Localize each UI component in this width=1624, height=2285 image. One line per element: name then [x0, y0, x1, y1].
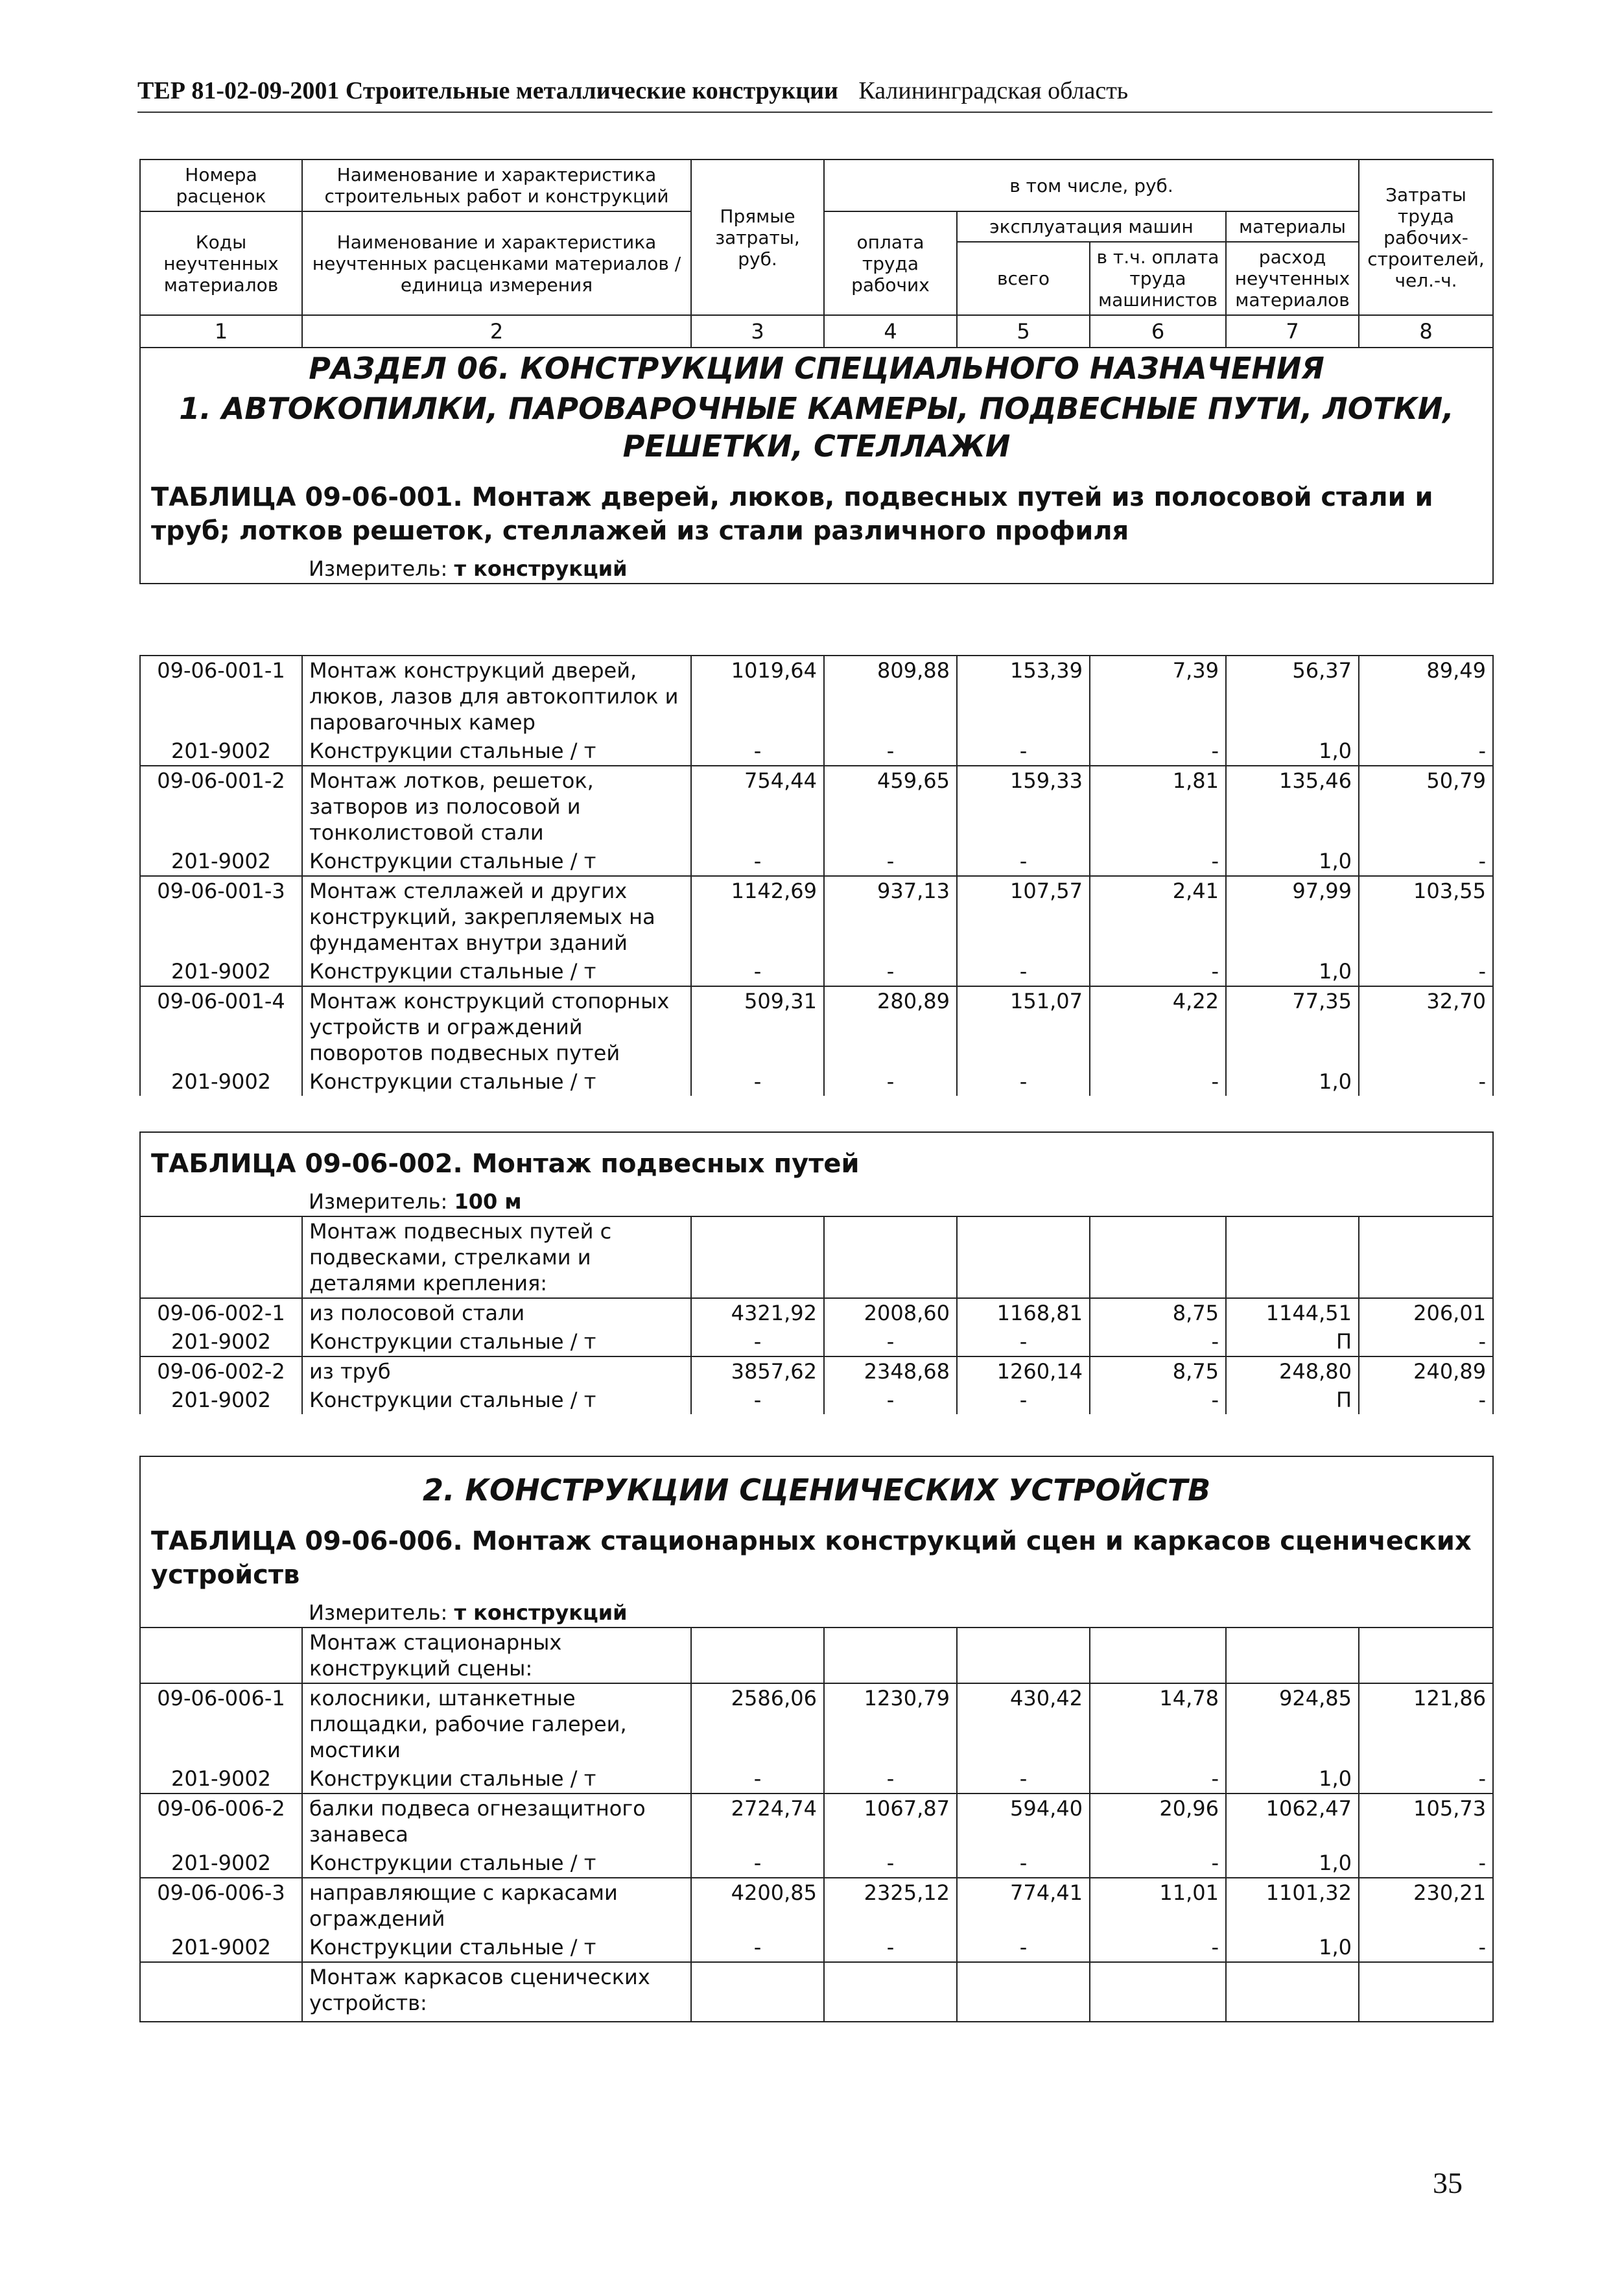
materials: 97,99 — [1226, 876, 1359, 957]
material-machine-labor: - — [1090, 1849, 1226, 1878]
materials: 135,46 — [1226, 766, 1359, 847]
intro-006: Монтаж стационарных конструкций сцены: — [302, 1628, 691, 1683]
material-machine: - — [957, 1849, 1090, 1878]
table-title-006: ТАБЛИЦА 09-06-006. Монтаж стационарных конструкций сцен и каркасов сценических устройств — [140, 1510, 1493, 1594]
measure-001 — [302, 551, 1493, 584]
direct-costs: 4200,85 — [691, 1878, 824, 1933]
col-labor-hours: Затраты труда рабочих-строителей, чел.-ч. — [1359, 160, 1493, 315]
material-machine-labor: - — [1090, 1067, 1226, 1096]
table-row — [140, 1298, 1493, 1327]
col-labor-pay: оплата труда рабочих — [824, 211, 957, 315]
rate-code: 09-06-002-2 — [140, 1356, 302, 1386]
col-material-codes: Коды неучтенных материалов — [140, 211, 302, 315]
material-direct: - — [691, 1327, 824, 1356]
table-row — [140, 876, 1493, 957]
machine-labor: 11,01 — [1090, 1878, 1226, 1933]
machine-total: 159,33 — [957, 766, 1090, 847]
machine-labor: 7,39 — [1090, 656, 1226, 737]
machine-total: 430,42 — [957, 1683, 1090, 1764]
measure-label: Измеритель: — [309, 1189, 454, 1214]
table-title-002: ТАБЛИЦА 09-06-002. Монтаж подвесных путей — [140, 1132, 1493, 1183]
rate-name: Монтаж лотков, решеток, затворов из полосовой и тонколистовой стали — [302, 766, 691, 847]
material-machine-labor: - — [1090, 1764, 1226, 1794]
subsection-row — [140, 1456, 1493, 1510]
material-name: Конструкции стальные / т — [302, 1933, 691, 1962]
materials: 77,35 — [1226, 986, 1359, 1067]
rate-code: 09-06-002-1 — [140, 1298, 302, 1327]
material-machine-labor: - — [1090, 847, 1226, 876]
machine-total: 153,39 — [957, 656, 1090, 737]
material-labor: - — [824, 737, 957, 766]
col-materials-use: расход неучтенных материалов — [1226, 242, 1359, 315]
table-title-001: ТАБЛИЦА 09-06-001. Монтаж дверей, люков, подвесных путей из полосовой стали и труб; лотков решеток, стеллажей из стали различного профиля — [140, 466, 1493, 551]
material-machine: - — [957, 1386, 1090, 1414]
labor-pay: 937,13 — [824, 876, 957, 957]
materials: 1062,47 — [1226, 1794, 1359, 1849]
subsection-title-2: 2. КОНСТРУКЦИИ СЦЕНИЧЕСКИХ УСТРОЙСТВ — [140, 1456, 1493, 1510]
material-hours: - — [1359, 847, 1493, 876]
labor-hours: 32,70 — [1359, 986, 1493, 1067]
col-machine-ops: эксплуатация машин — [957, 211, 1226, 242]
materials: 924,85 — [1226, 1683, 1359, 1764]
material-row — [140, 1849, 1493, 1878]
material-direct: - — [691, 1933, 824, 1962]
rate-code: 09-06-006-1 — [140, 1683, 302, 1764]
intro-row — [140, 1216, 1493, 1298]
material-row — [140, 1067, 1493, 1096]
machine-labor: 2,41 — [1090, 876, 1226, 957]
material-labor: - — [824, 1327, 957, 1356]
material-hours: - — [1359, 1386, 1493, 1414]
material-use: 1,0 — [1226, 957, 1359, 986]
rate-code: 09-06-006-2 — [140, 1794, 302, 1849]
material-code: 201-9002 — [140, 737, 302, 766]
subsection-title-1: 1. АВТОКОПИЛКИ, ПАРОВАРОЧНЫЕ КАМЕРЫ, ПОДВЕСНЫЕ ПУТИ, ЛОТКИ, РЕШЕТКИ, СТЕЛЛАЖИ — [140, 388, 1493, 466]
col-work-name: Наименование и характеристика строительных работ и конструкций — [302, 160, 691, 211]
col-direct-costs: Прямые затраты, руб. — [691, 160, 824, 315]
table-row — [140, 1878, 1493, 1933]
machine-labor: 14,78 — [1090, 1683, 1226, 1764]
material-direct: - — [691, 847, 824, 876]
materials: 56,37 — [1226, 656, 1359, 737]
material-name: Конструкции стальные / т — [302, 847, 691, 876]
subsection-row — [140, 388, 1493, 466]
labor-pay: 1230,79 — [824, 1683, 957, 1764]
rate-name: Монтаж конструкций дверей, люков, лазов для автокоптилок и паровarочных камер — [302, 656, 691, 737]
material-direct: - — [691, 737, 824, 766]
rate-code: 09-06-001-2 — [140, 766, 302, 847]
labor-pay: 809,88 — [824, 656, 957, 737]
col-including: в том числе, руб. — [824, 160, 1359, 211]
labor-hours: 105,73 — [1359, 1794, 1493, 1849]
material-row — [140, 1327, 1493, 1356]
material-labor: - — [824, 1933, 957, 1962]
column-numbers-row — [140, 315, 1493, 348]
material-labor: - — [824, 1849, 957, 1878]
table-row — [140, 766, 1493, 847]
material-use: 1,0 — [1226, 1849, 1359, 1878]
materials: 248,80 — [1226, 1356, 1359, 1386]
measure-label: Измеритель: — [309, 556, 454, 581]
material-name: Конструкции стальные / т — [302, 1386, 691, 1414]
material-code: 201-9002 — [140, 1764, 302, 1794]
direct-costs: 4321,92 — [691, 1298, 824, 1327]
col-num: 8 — [1359, 315, 1493, 348]
material-machine: - — [957, 847, 1090, 876]
machine-total: 107,57 — [957, 876, 1090, 957]
material-machine-labor: - — [1090, 1386, 1226, 1414]
material-name: Конструкции стальные / т — [302, 737, 691, 766]
material-labor: - — [824, 1764, 957, 1794]
document-code: ТЕР 81-02-09-2001 — [137, 77, 340, 104]
page-number: 35 — [1433, 2166, 1463, 2199]
col-materials: материалы — [1226, 211, 1359, 242]
rate-name: Монтаж конструкций стопорных устройств и ограждений поворотов подвесных путей — [302, 986, 691, 1067]
material-direct: - — [691, 1849, 824, 1878]
material-row — [140, 1386, 1493, 1414]
rate-name: Монтаж стеллажей и других конструкций, закрепляемых на фундаментах внутри зданий — [302, 876, 691, 957]
measure-value: т конструкций — [454, 556, 628, 581]
material-code: 201-9002 — [140, 847, 302, 876]
direct-costs: 1019,64 — [691, 656, 824, 737]
document-region: Калининградская область — [858, 77, 1129, 104]
rate-name: из труб — [302, 1356, 691, 1386]
material-row — [140, 1764, 1493, 1794]
material-machine-labor: - — [1090, 1327, 1226, 1356]
col-rate-number: Номера расценок — [140, 160, 302, 211]
machine-labor: 1,81 — [1090, 766, 1226, 847]
material-machine-labor: - — [1090, 737, 1226, 766]
material-hours: - — [1359, 1067, 1493, 1096]
outro-006: Монтаж каркасов сценических устройств: — [302, 1962, 691, 2022]
material-name: Конструкции стальные / т — [302, 957, 691, 986]
rates-table — [139, 159, 1494, 584]
measure-002 — [302, 1183, 1493, 1216]
material-code: 201-9002 — [140, 1067, 302, 1096]
machine-total: 774,41 — [957, 1878, 1090, 1933]
col-num: 4 — [824, 315, 957, 348]
material-machine: - — [957, 1764, 1090, 1794]
machine-total: 1168,81 — [957, 1298, 1090, 1327]
material-name: Конструкции стальные / т — [302, 1067, 691, 1096]
material-use: 1,0 — [1226, 1764, 1359, 1794]
direct-costs: 754,44 — [691, 766, 824, 847]
material-code: 201-9002 — [140, 1327, 302, 1356]
material-use: 1,0 — [1226, 737, 1359, 766]
material-row — [140, 737, 1493, 766]
labor-pay: 2348,68 — [824, 1356, 957, 1386]
outro-row — [140, 1962, 1493, 2022]
material-machine-labor: - — [1090, 957, 1226, 986]
direct-costs: 1142,69 — [691, 876, 824, 957]
labor-hours: 103,55 — [1359, 876, 1493, 957]
machine-labor: 8,75 — [1090, 1298, 1226, 1327]
col-num: 1 — [140, 315, 302, 348]
labor-hours: 206,01 — [1359, 1298, 1493, 1327]
material-hours: - — [1359, 1327, 1493, 1356]
table-row — [140, 1794, 1493, 1849]
materials: 1144,51 — [1226, 1298, 1359, 1327]
material-direct: - — [691, 1386, 824, 1414]
rate-name: из полосовой стали — [302, 1298, 691, 1327]
rate-code: 09-06-001-4 — [140, 986, 302, 1067]
labor-pay: 459,65 — [824, 766, 957, 847]
material-labor: - — [824, 847, 957, 876]
rates-body-002 — [139, 1131, 1494, 1414]
col-num: 3 — [691, 315, 824, 348]
material-labor: - — [824, 957, 957, 986]
material-direct: - — [691, 957, 824, 986]
measure-value: т конструкций — [454, 1600, 628, 1625]
labor-pay: 1067,87 — [824, 1794, 957, 1849]
material-code: 201-9002 — [140, 1386, 302, 1414]
machine-labor: 8,75 — [1090, 1356, 1226, 1386]
labor-hours: 89,49 — [1359, 656, 1493, 737]
material-hours: - — [1359, 957, 1493, 986]
material-machine: - — [957, 1933, 1090, 1962]
col-machine-total: всего — [957, 242, 1090, 315]
material-code: 201-9002 — [140, 957, 302, 986]
machine-total: 1260,14 — [957, 1356, 1090, 1386]
material-machine: - — [957, 957, 1090, 986]
labor-pay: 2325,12 — [824, 1878, 957, 1933]
material-machine: - — [957, 737, 1090, 766]
material-hours: - — [1359, 1849, 1493, 1878]
measure-row — [140, 551, 1493, 584]
material-machine: - — [957, 1327, 1090, 1356]
material-hours: - — [1359, 1764, 1493, 1794]
table-title-row — [140, 466, 1493, 551]
material-row — [140, 847, 1493, 876]
material-use: 1,0 — [1226, 1067, 1359, 1096]
material-labor: - — [824, 1067, 957, 1096]
material-row — [140, 957, 1493, 986]
measure-label: Измеритель: — [309, 1600, 454, 1625]
direct-costs: 2586,06 — [691, 1683, 824, 1764]
table-title-row — [140, 1510, 1493, 1594]
table-row — [140, 656, 1493, 737]
rate-name: направляющие с каркасами ограждений — [302, 1878, 691, 1933]
running-header — [137, 77, 1492, 113]
material-use: 1,0 — [1226, 847, 1359, 876]
direct-costs: 2724,74 — [691, 1794, 824, 1849]
material-use: П — [1226, 1386, 1359, 1414]
labor-hours: 240,89 — [1359, 1356, 1493, 1386]
material-direct: - — [691, 1067, 824, 1096]
table-header-row-1 — [140, 160, 1493, 211]
rate-name: балки подвеса огнезащитного занавеса — [302, 1794, 691, 1849]
material-name: Конструкции стальные / т — [302, 1764, 691, 1794]
machine-labor: 4,22 — [1090, 986, 1226, 1067]
machine-labor: 20,96 — [1090, 1794, 1226, 1849]
rate-code: 09-06-001-1 — [140, 656, 302, 737]
direct-costs: 3857,62 — [691, 1356, 824, 1386]
section-title: РАЗДЕЛ 06. КОНСТРУКЦИИ СПЕЦИАЛЬНОГО НАЗНАЧЕНИЯ — [140, 348, 1493, 388]
document-title: Строительные металлические конструкции — [345, 77, 838, 104]
materials: 1101,32 — [1226, 1878, 1359, 1933]
material-direct: - — [691, 1764, 824, 1794]
labor-hours: 230,21 — [1359, 1878, 1493, 1933]
material-code: 201-9002 — [140, 1933, 302, 1962]
col-num: 6 — [1090, 315, 1226, 348]
col-machine-labor: в т.ч. оплата труда машинистов — [1090, 242, 1226, 315]
rate-name: колосники, штанкетные площадки, рабочие галереи, мостики — [302, 1683, 691, 1764]
table-row — [140, 1683, 1493, 1764]
table-row — [140, 1356, 1493, 1386]
direct-costs: 509,31 — [691, 986, 824, 1067]
material-use: П — [1226, 1327, 1359, 1356]
machine-total: 594,40 — [957, 1794, 1090, 1849]
intro-row — [140, 1628, 1493, 1683]
table-row — [140, 986, 1493, 1067]
measure-row — [140, 1594, 1493, 1628]
rate-code: 09-06-006-3 — [140, 1878, 302, 1933]
col-num: 7 — [1226, 315, 1359, 348]
material-use: 1,0 — [1226, 1933, 1359, 1962]
table-title-row — [140, 1132, 1493, 1183]
machine-total: 151,07 — [957, 986, 1090, 1067]
col-num: 2 — [302, 315, 691, 348]
material-row — [140, 1933, 1493, 1962]
labor-hours: 121,86 — [1359, 1683, 1493, 1764]
measure-row — [140, 1183, 1493, 1216]
material-name: Конструкции стальные / т — [302, 1849, 691, 1878]
material-machine: - — [957, 1067, 1090, 1096]
labor-pay: 280,89 — [824, 986, 957, 1067]
material-machine-labor: - — [1090, 1933, 1226, 1962]
material-hours: - — [1359, 1933, 1493, 1962]
rates-body — [139, 655, 1494, 1096]
material-name: Конструкции стальные / т — [302, 1327, 691, 1356]
labor-pay: 2008,60 — [824, 1298, 957, 1327]
col-material-name: Наименование и характеристика неучтенных расценками материалов / единица измерения — [302, 211, 691, 315]
measure-006 — [302, 1594, 1493, 1628]
material-labor: - — [824, 1386, 957, 1414]
rates-body-006 — [139, 1456, 1494, 2022]
col-num: 5 — [957, 315, 1090, 348]
intro-002: Монтаж подвесных путей с подвесками, стрелками и деталями крепления: — [302, 1216, 691, 1298]
section-row — [140, 348, 1493, 388]
labor-hours: 50,79 — [1359, 766, 1493, 847]
measure-value: 100 м — [454, 1189, 522, 1214]
material-code: 201-9002 — [140, 1849, 302, 1878]
material-hours: - — [1359, 737, 1493, 766]
rate-code: 09-06-001-3 — [140, 876, 302, 957]
